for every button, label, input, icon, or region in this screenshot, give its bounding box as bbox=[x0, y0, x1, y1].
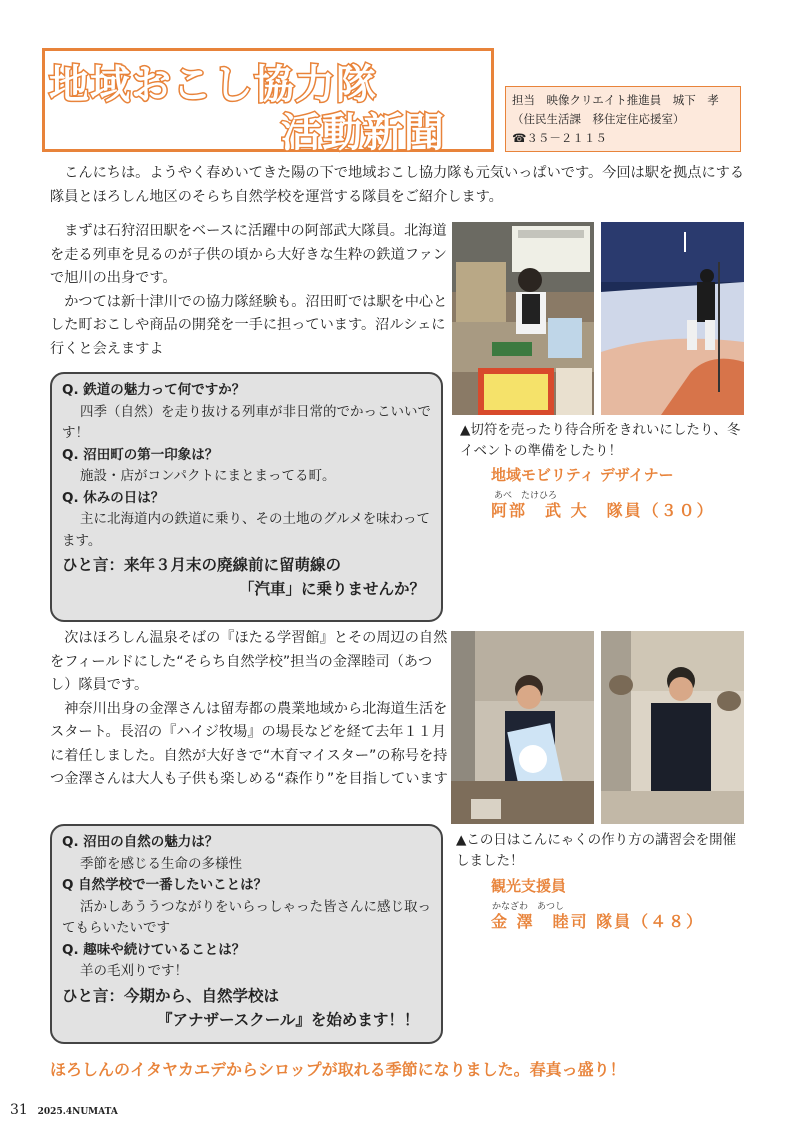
qa-question: Q. 休みの日は？ bbox=[62, 489, 165, 506]
contact-info-box bbox=[505, 86, 741, 152]
qa-answer: 四季（自然）を走り抜ける列車が非日常的でかっこいいです！ bbox=[62, 403, 431, 441]
qa-box-abe bbox=[50, 372, 443, 622]
photo-station-counter bbox=[452, 222, 594, 415]
newsletter-title-line1: 地域おこし協力隊 bbox=[49, 62, 377, 108]
section1-caption-text: ▲切符を売ったり待合所をきれいにしたり、冬イベントの準備をしたり！ bbox=[460, 422, 741, 459]
section2-role bbox=[491, 875, 566, 896]
contact-person: 担当 映像クリエイト推進員 城下 孝 bbox=[512, 93, 719, 107]
section2-photo-caption bbox=[456, 830, 746, 872]
section2-paragraph1: 次はほろしん温泉そばの『ほたる学習館』とその周辺の自然をフィールドにした“そらち自然学校”担当の金澤睦司（あつし）隊員です。 bbox=[50, 630, 448, 693]
section1-paragraph1: まずは石狩沼田駅をベースに活躍中の阿部武大隊員。北海道を走る列車を見るのが子供の頃から大好きな生粋の鉄道ファンで旭川の出身です。 bbox=[50, 223, 447, 286]
section1-photo-caption bbox=[460, 420, 745, 462]
section1-paragraph2: かつては新十津川での協力隊経験も。沼田町では駅を中心とした町おこしや商品の開発を一手に担っています。沼ルシェに行くと会えますよ bbox=[50, 293, 448, 357]
section1-member-name: 阿部 武 大 隊員（３０） bbox=[491, 501, 715, 520]
hitokoto-line2: 「汽車」に乗りませんか？ bbox=[238, 580, 425, 598]
qa-answer: 季節を感じる生命の多様性 bbox=[80, 855, 242, 872]
section1-role-title: 地域モビリティ デザイナー bbox=[491, 466, 674, 484]
section2-body bbox=[50, 627, 450, 792]
qa-question: Q. 沼田の自然の魅力は？ bbox=[62, 834, 219, 850]
section2-member-name: 金 澤 睦司 隊員（４８） bbox=[491, 912, 705, 931]
newsletter-title-line2: 活動新聞 bbox=[281, 110, 445, 156]
contact-department: （住民生活課 移住定住応援室） bbox=[512, 112, 685, 126]
section2-caption-text: ▲この日はこんにゃくの作り方の講習会を開催しました！ bbox=[456, 832, 737, 869]
qa-question: Q 自然学校で一番したいことは？ bbox=[62, 877, 268, 893]
photo-kanazawa-holding-stone bbox=[601, 631, 744, 824]
qa-answer: 活かしあううつながりをいらっしゃった皆さんに感じ取ってもらいたいです bbox=[62, 898, 431, 936]
newsletter-title-box bbox=[42, 48, 494, 156]
photo-kanazawa-holding-book bbox=[451, 631, 594, 824]
section1-name-ruby: あべ たけひろ bbox=[494, 491, 558, 501]
photo-snow-night bbox=[601, 222, 744, 415]
qa-answer: 施設・店がコンパクトにまとまってる町。 bbox=[80, 468, 336, 484]
hitokoto-line1: ひと言：今期から、自然学校は bbox=[62, 986, 280, 1005]
qa-answer: 羊の毛刈りです！ bbox=[80, 963, 188, 979]
intro-paragraph: こんにちは。ようやく春めいてきた陽の下で地域おこし協力隊も元気いっぱいです。今回は駅を拠点にする隊員とほろしん地区のそらち自然学校を運営する隊員をご紹介します。 bbox=[50, 165, 745, 205]
section1-body bbox=[50, 220, 450, 361]
page-footer bbox=[10, 1102, 118, 1118]
hitokoto-line1: ひと言：来年３月末の廃線前に留萌線の bbox=[62, 556, 342, 574]
section2-paragraph2: 神奈川出身の金澤さんは留寿都の農業地域から北海道生活をスタート。長沼の『ハイジ牧場』の場長などを経て去年１１月に着任しました。自然が大好きで“木育マイスター”の称号を持つ金澤さんは大人も子供も楽しめる“森作り”を目指しています bbox=[50, 700, 448, 787]
section2-role-title: 観光支援員 bbox=[491, 877, 567, 895]
qa-question: Q. 鉄道の魅力って何ですか？ bbox=[62, 382, 246, 398]
qa-answer: 主に北海道内の鉄道に乗り、その土地のグルメを味わってます。 bbox=[62, 511, 431, 549]
section1-role bbox=[491, 464, 674, 485]
qa-box-kanazawa bbox=[50, 824, 443, 1044]
intro-text bbox=[50, 162, 750, 209]
page-number: 31 bbox=[10, 1102, 28, 1118]
qa-question: Q. 趣味や続けていることは？ bbox=[62, 941, 246, 958]
hitokoto-line2: 『アナザースクール』を始めます！！ bbox=[157, 1010, 420, 1029]
contact-phone: ☎３５－２１１５ bbox=[512, 131, 607, 145]
publication-label: 2025.4NUMATA bbox=[37, 1107, 118, 1117]
qa-question: Q. 沼田町の第一印象は？ bbox=[62, 446, 219, 463]
section2-name-ruby: かなざわ あつし bbox=[492, 902, 565, 912]
closing-headline: ほろしんのイタヤカエデからシロップが取れる季節になりました。春真っ盛り！ bbox=[50, 1060, 626, 1079]
